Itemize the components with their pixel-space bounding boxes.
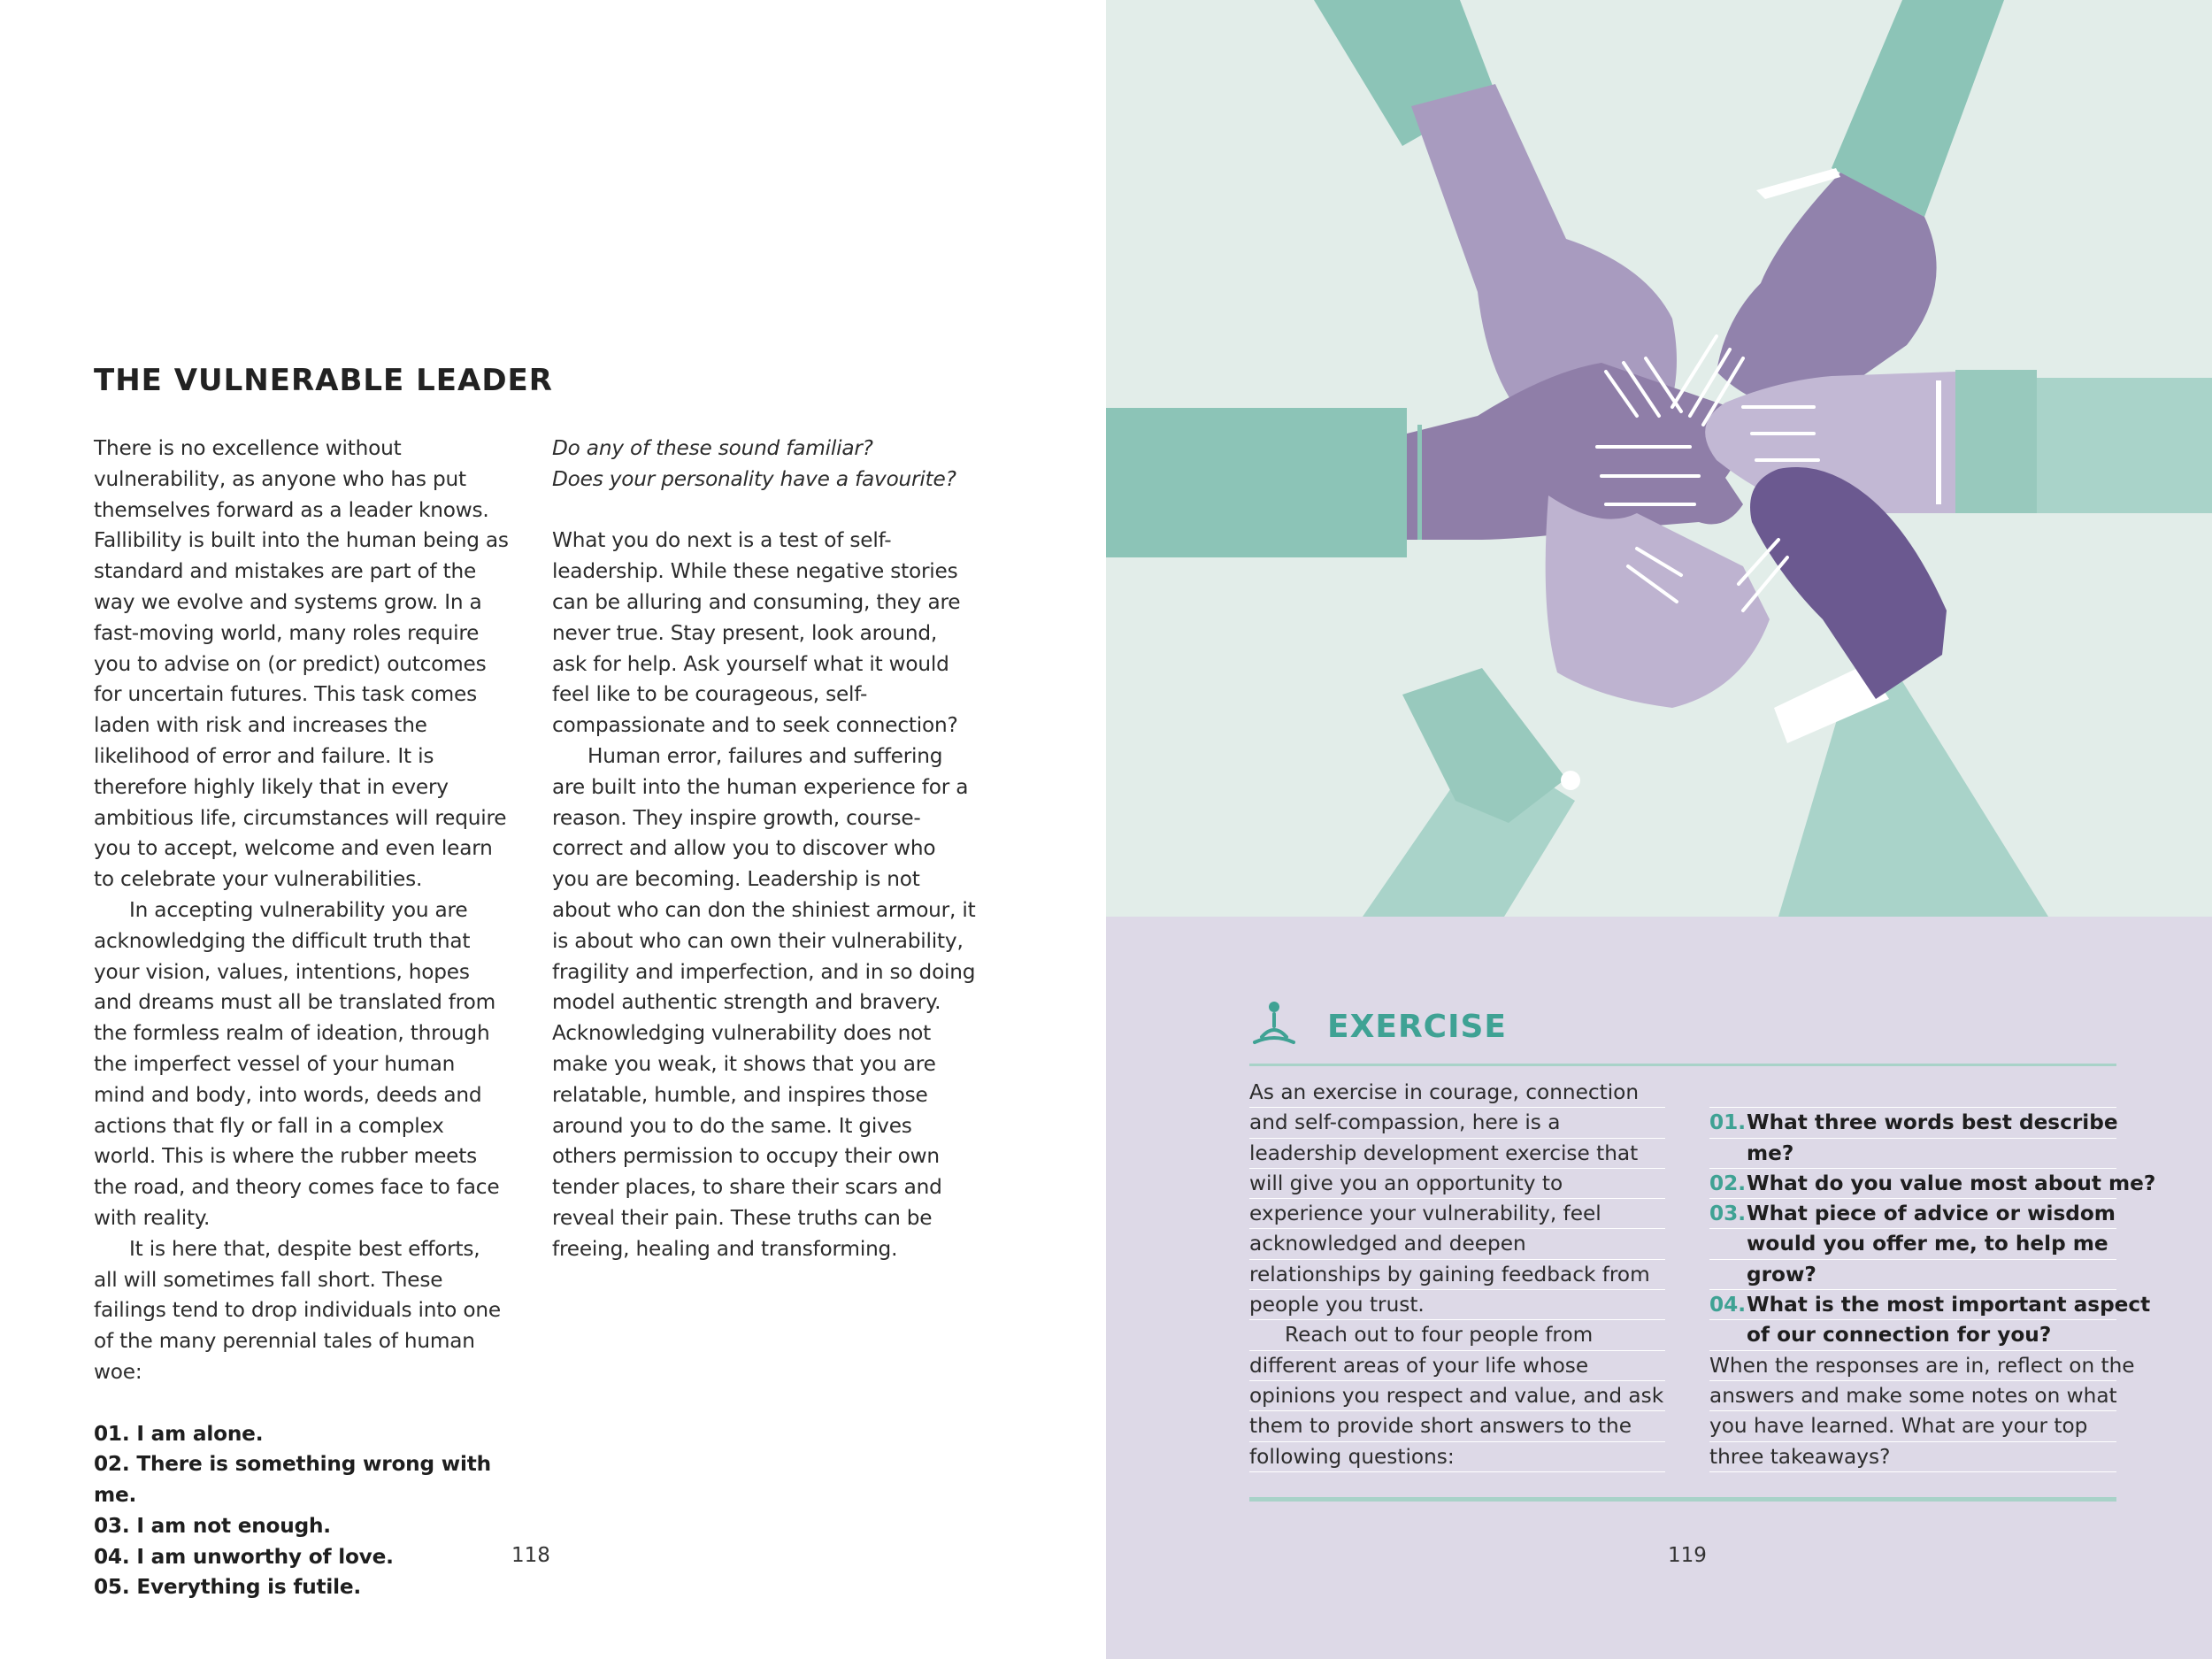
page-number: 118 xyxy=(511,1544,550,1567)
italic-question: Do any of these sound familiar? xyxy=(552,436,873,460)
body-paragraph: In accepting vulnerability you are acknowledging the difficult truth that your vision, values, intentions, hopes and dreams must all be translated from the formless realm of ideation, through the imperfect vessel of your human mind and body, into words, deeds and actions that fly or fall in a complex world. This is where the rubber meets the road, and theory comes face to face with reality. xyxy=(94,897,500,1230)
exercise-column-2 xyxy=(1709,1078,2156,1472)
text-line: leadership development exercise that xyxy=(1249,1139,1665,1169)
question-number: 03. xyxy=(1709,1202,1747,1226)
question-continuation xyxy=(1709,1320,2116,1350)
hands-stacked-together-illustration xyxy=(1106,0,2212,917)
body-paragraph: It is here that, despite best efforts, all will sometimes fall short. These failings tend to drop individuals into one of the many perennial tales of human woe: xyxy=(94,1236,501,1384)
text-line: people you trust. xyxy=(1249,1290,1665,1320)
question-number: 02. xyxy=(1709,1171,1747,1195)
text-line: Reach out to four people from xyxy=(1249,1320,1665,1350)
question-item xyxy=(1709,1199,2116,1229)
text-line: opinions you respect and value, and ask xyxy=(1249,1381,1665,1411)
question-item xyxy=(1709,1169,2156,1199)
page-number: 119 xyxy=(1668,1544,1707,1567)
list-item: 04. I am unworthy of love. xyxy=(94,1544,394,1569)
text-line: experience your vulnerability, feel xyxy=(1249,1199,1665,1229)
exercise-title: EXERCISE xyxy=(1327,1009,1507,1045)
question-text: What three words best describe xyxy=(1747,1110,2118,1135)
question-number: 04. xyxy=(1709,1293,1747,1317)
question-item xyxy=(1709,1108,2116,1138)
text-line: acknowledged and deepen xyxy=(1249,1229,1665,1259)
text-line: following questions: xyxy=(1249,1442,1665,1472)
page-heading: THE VULNERABLE LEADER xyxy=(94,363,553,398)
text-line: them to provide short answers to the xyxy=(1249,1411,1665,1441)
text-line: As an exercise in courage, connection xyxy=(1249,1078,1665,1108)
question-item xyxy=(1709,1290,2151,1320)
exercise-column-1 xyxy=(1249,1078,1665,1472)
exercise-header xyxy=(1249,998,2134,1069)
text-line: you have learned. What are your top xyxy=(1709,1411,2116,1441)
question-text: me? xyxy=(1747,1141,1794,1165)
text-line: When the responses are in, reflect on the xyxy=(1709,1351,2116,1381)
question-continuation xyxy=(1709,1229,2116,1259)
list-item: 01. I am alone. xyxy=(94,1421,264,1446)
right-page xyxy=(1106,0,2212,1659)
body-paragraph: Human error, failures and suffering are built into the human experience for a reason. They inspire growth, course-correct and allow you to discover who you are becoming. Leadership is not about who can don the shiniest armour, it is about who can own their vulnerability, fragility and imperfection, and in so doing model authentic strength and bravery. Acknowledging vulnerability does not make you weak, it shows that you are relatable, humble, and inspires those around you to do the same. It gives others permission to occupy their own tender places, to share their scars and reveal their pain. These truths can be freeing, healing and transforming. xyxy=(552,743,976,1261)
body-paragraph: What you do next is a test of self-leadership. While these negative stories can be alluring and consuming, they are never true. Stay present, look around, ask for help. Ask yourself what it would feel like to be courageous, self-compassionate and to seek connection? xyxy=(552,528,961,738)
question-text: What do you value most about me? xyxy=(1747,1171,2156,1195)
question-text: grow? xyxy=(1747,1262,1816,1286)
divider xyxy=(1249,1064,2116,1066)
body-column-1 xyxy=(94,434,510,1603)
list-item: 05. Everything is futile. xyxy=(94,1575,362,1600)
italic-question: Does your personality have a favourite? xyxy=(552,466,956,491)
woe-list xyxy=(94,1419,510,1604)
body-paragraph: There is no excellence without vulnerability, as anyone who has put themselves forward as a leader knows. Fallibility is built into the human being as standard and mistakes are part of the way we evolve and systems grow. In a fast-moving world, many roles require you to advise on (or predict) outcomes for uncertain futures. This task comes laden with risk and increases the likelihood of error and failure. It is therefore highly likely that in every ambitious life, circumstances will require you to accept, welcome and even learn to celebrate your vulnerabilities. xyxy=(94,436,509,892)
blank-line xyxy=(1709,1078,2116,1108)
text-line: relationships by gaining feedback from xyxy=(1249,1260,1665,1290)
question-continuation xyxy=(1709,1260,2116,1290)
divider xyxy=(1249,1497,2116,1502)
question-text: What is the most important aspect xyxy=(1747,1293,2151,1317)
question-text: of our connection for you? xyxy=(1747,1323,2052,1348)
text-line: and self-compassion, here is a xyxy=(1249,1108,1665,1138)
question-number: 01. xyxy=(1709,1110,1747,1135)
body-column-2 xyxy=(552,434,977,1265)
meditation-figure-icon xyxy=(1249,1000,1299,1049)
question-continuation xyxy=(1709,1139,2116,1169)
text-line: answers and make some notes on what xyxy=(1709,1381,2116,1411)
text-line: will give you an opportunity to xyxy=(1249,1169,1665,1199)
list-item: 02. There is something wrong with me. xyxy=(94,1452,491,1508)
question-text: would you offer me, to help me xyxy=(1747,1232,2108,1256)
text-line: different areas of your life whose xyxy=(1249,1351,1665,1381)
list-item: 03. I am not enough. xyxy=(94,1513,331,1538)
question-text: What piece of advice or wisdom xyxy=(1747,1202,2116,1226)
text-line: three takeaways? xyxy=(1709,1442,2116,1472)
